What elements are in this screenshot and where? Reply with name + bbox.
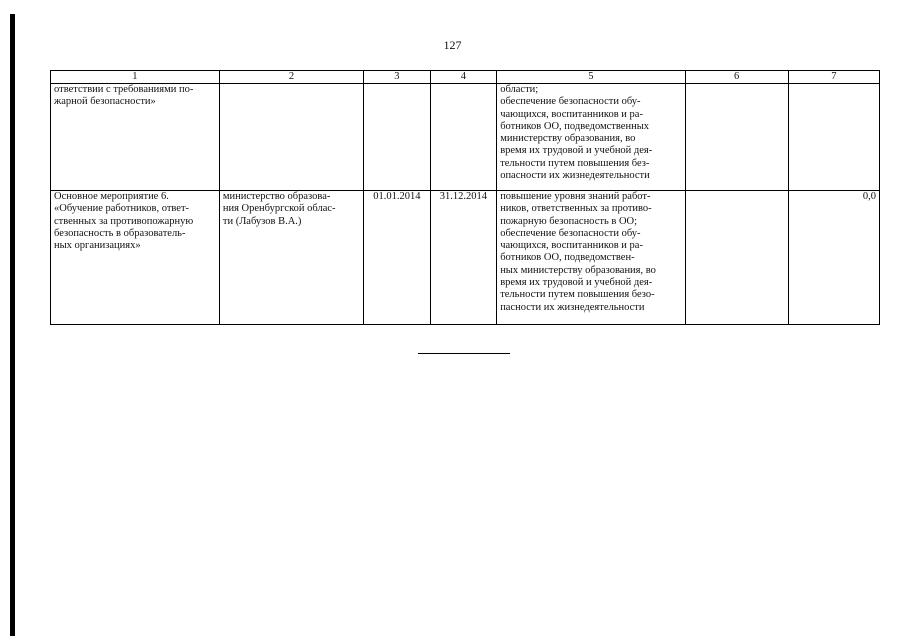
table-row	[51, 191, 880, 325]
column-header-4: 4	[430, 71, 497, 84]
cell-funding	[788, 84, 879, 191]
end-separator-line	[418, 353, 510, 354]
cell-start-date	[364, 84, 431, 191]
cell-start-date: 01.01.2014	[364, 191, 431, 325]
cell-responsible	[219, 84, 363, 191]
cell-col6	[685, 84, 788, 191]
table-row	[51, 84, 880, 191]
column-header-1: 1	[51, 71, 220, 84]
program-table	[50, 70, 880, 325]
page-number: 127	[443, 38, 462, 52]
cell-expected-result: области; обеспечение безопасности обу- чающихся, воспитанников и ра- ботников ОО, подведомственных министерству образования, во время их трудовой и учебной дея- тельности путем повышения без- опасности их жизнедеятельности	[497, 84, 685, 191]
column-header-2: 2	[219, 71, 363, 84]
column-header-6: 6	[685, 71, 788, 84]
cell-responsible: министерство образова- ния Оренбургской облас- ти (Лабузов В.А.)	[219, 191, 363, 325]
cell-end-date: 31.12.2014	[430, 191, 497, 325]
cell-expected-result: повышение уровня знаний работ- ников, ответственных за противо- пожарную безопасность в ОО; обеспечение безопасности обу- чающихся, воспитанников и ра- ботников ОО, подведомствен- ных министерству образования, во время их трудовой и учебной дея- тельности путем повышения безо- пасности их жизнедеятельности	[497, 191, 685, 325]
left-margin-rule	[10, 14, 15, 636]
cell-end-date	[430, 84, 497, 191]
cell-activity-name: ответствии с требованиями по- жарной безопасности»	[51, 84, 220, 191]
column-header-7: 7	[788, 71, 879, 84]
table-header-row	[51, 71, 880, 84]
column-header-3: 3	[364, 71, 431, 84]
cell-activity-name: Основное мероприятие 6. «Обучение работников, ответ- ственных за противопожарную безопасность в образователь- ных организациях»	[51, 191, 220, 325]
column-header-5: 5	[497, 71, 685, 84]
cell-col6	[685, 191, 788, 325]
cell-funding: 0,0	[788, 191, 879, 325]
